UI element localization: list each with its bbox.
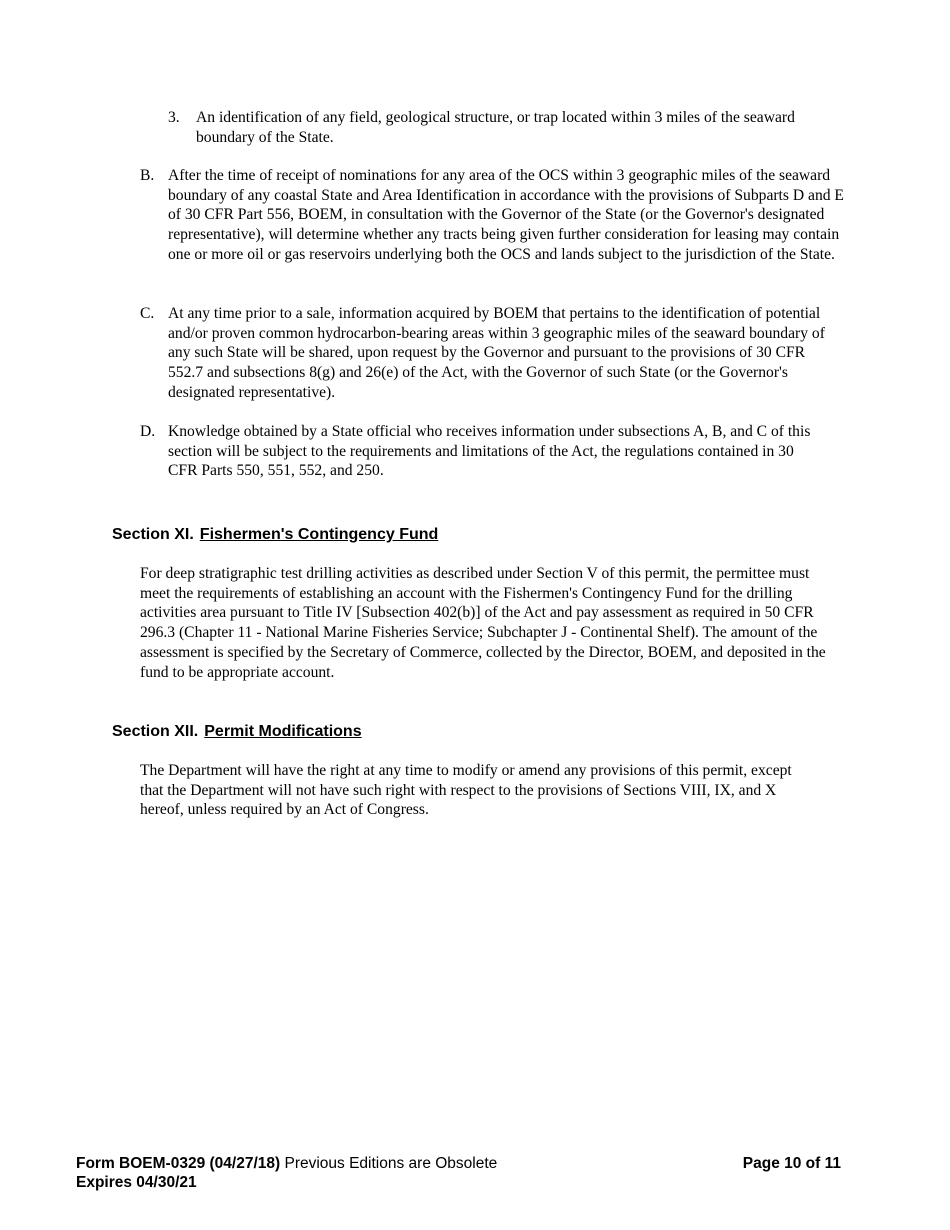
footer-expires: Expires 04/30/21: [76, 1174, 197, 1191]
list-marker-3: 3.: [168, 109, 180, 126]
footer-form-line: [76, 1155, 497, 1174]
section-xii-title: Permit Modifications: [204, 723, 362, 740]
section-xii-heading: [112, 722, 362, 742]
section-xii-label: Section XII.: [112, 723, 199, 740]
list-marker-b: B.: [140, 167, 155, 184]
footer-page-number: Page 10 of 11: [742, 1155, 841, 1172]
list-item-3-text: An identification of any field, geological structure, or trap located within 3 miles of the seaward boundary of the State.: [196, 109, 795, 146]
list-item-c-text: At any time prior to a sale, information acquired by BOEM that pertains to the identification of potential and/or proven common hydrocarbon-bearing areas within 3 geographic miles of the seaward boundary of any such State will be shared, upon request by the Governor and pursuant to the provisions of 30 CFR 552.7 and subsections 8(g) and 26(e) of the Act, with the Governor of such State (or the Governor's designated representative).: [168, 305, 825, 401]
section-xi-body: For deep stratigraphic test drilling activities as described under Section V of this permit, the permittee must meet the requirements of establishing an account with the Fishermen's Contingency Fund for the drilling activities area pursuant to Title IV [Subsection 402(b)] of the Act and pay assessment as required in 50 CFR 296.3 (Chapter 11 - National Marine Fisheries Service; Subchapter J - Continental Shelf). The amount of the assessment is specified by the Secretary of Commerce, collected by the Director, BOEM, and deposited in the fund to be appropriate account.: [140, 565, 826, 681]
list-marker-d: D.: [140, 423, 156, 440]
section-xi-heading: [112, 525, 438, 545]
section-xii-body: The Department will have the right at any time to modify or amend any provisions of this permit, except that the Department will not have such right with respect to the provisions of Sections VIII, IX, and X hereof, unless required by an Act of Congress.: [140, 762, 792, 819]
list-item-b-text: After the time of receipt of nominations for any area of the OCS within 3 geographic miles of the seaward boundary of any coastal State and Area Identification in accordance with the provisions of Subparts D and E of 30 CFR Part 556, BOEM, in consultation with the Governor of the State (or the Governor's designated representative), will determine whether any tracts being given further consideration for leasing may contain one or more oil or gas reservoirs underlying both the OCS and lands subject to the jurisdiction of the State.: [168, 167, 844, 263]
list-marker-c: C.: [140, 305, 155, 322]
section-xi-label: Section XI.: [112, 526, 194, 543]
list-item-d-text: Knowledge obtained by a State official who receives information under subsections A, B, and C of this section will be subject to the requirements and limitations of the Act, the regulations contained in 30 CFR Parts 550, 551, 552, and 250.: [168, 423, 811, 480]
section-xi-title: Fishermen's Contingency Fund: [199, 526, 439, 543]
footer-editions-note: Previous Editions are Obsolete: [284, 1155, 498, 1172]
footer-form-id: Form BOEM-0329 (04/27/18): [76, 1155, 281, 1172]
